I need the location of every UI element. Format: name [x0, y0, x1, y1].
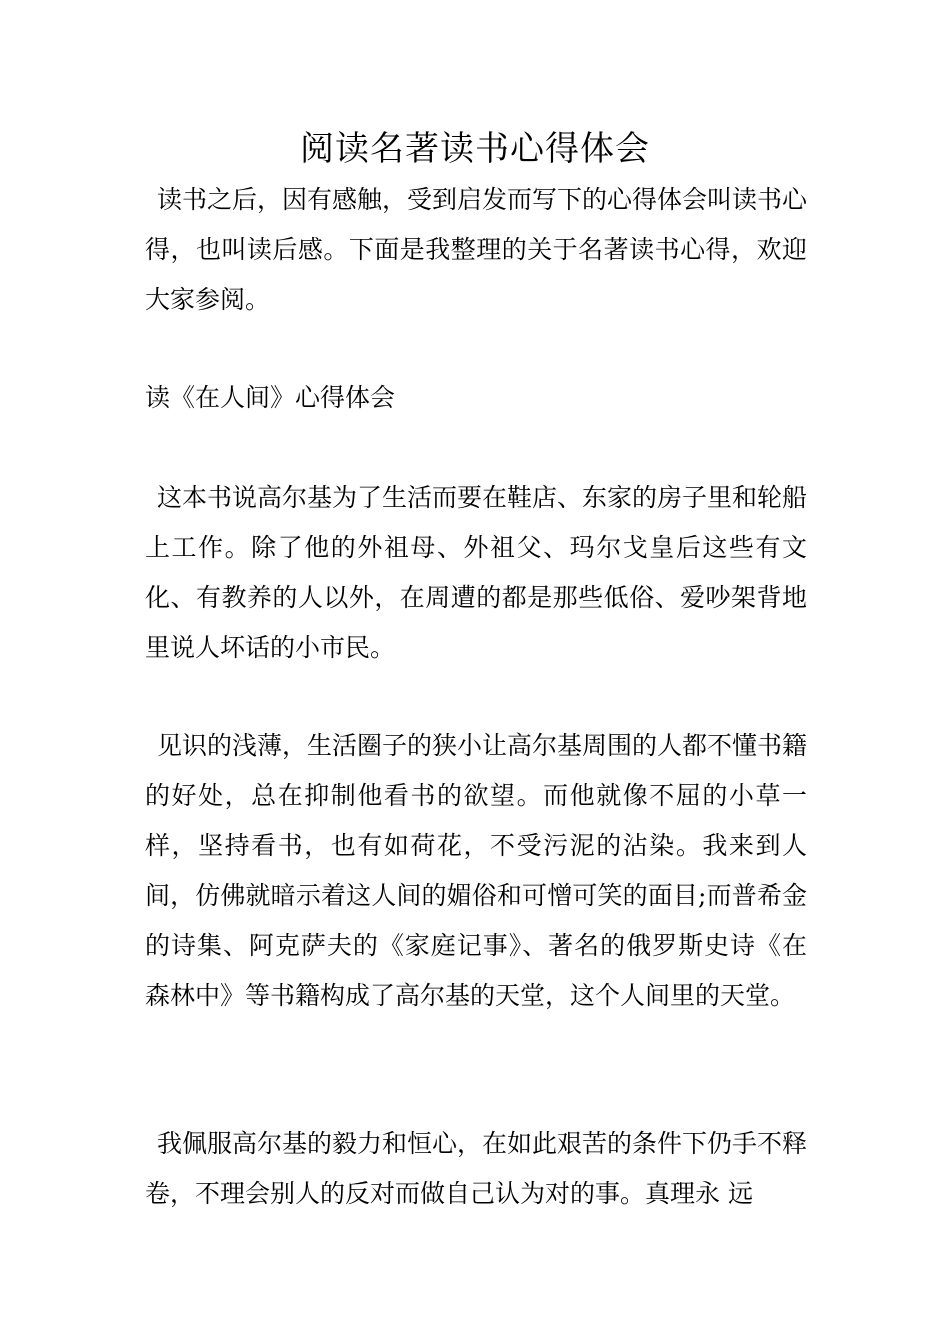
body-paragraph-2: 见识的浅薄，生活圈子的狭小让高尔基周围的人都不懂书籍的好处，总在抑制他看书的欲望。而他就像不屈的小草一样，坚持看书，也有如荷花，不受污泥的沾染。我来到人间，仿佛就暗示着这人间的媚俗和可憎可笑的面目;而普希金的诗集、阿克萨夫的《家庭记事》、著名的俄罗斯史诗《在森林中》等书籍构成了高尔基的天堂，这个人间里的天堂。 [145, 731, 808, 1010]
body-paragraph-1: 这本书说高尔基为了生活而要在鞋店、东家的房子里和轮船上工作。除了他的外祖母、外祖父、玛尔戈皇后这些有文化、有教养的人以外，在周遭的都是那些低俗、爱吵架背地里说人坏话的小市民。 [145, 483, 808, 662]
section-heading: 读《在人间》心得体会 [145, 383, 396, 412]
document-title: 阅读名著读书心得体会 [300, 129, 650, 169]
intro-paragraph: 读书之后，因有感触，受到启发而写下的心得体会叫读书心得，也叫读后感。下面是我整理的关于名著读书心得，欢迎大家参阅。 [145, 185, 808, 314]
body-paragraph-3: 我佩服高尔基的毅力和恒心，在如此艰苦的条件下仍手不释卷，不理会别人的反对而做自己认为对的事。真理永 远 [145, 1129, 808, 1208]
